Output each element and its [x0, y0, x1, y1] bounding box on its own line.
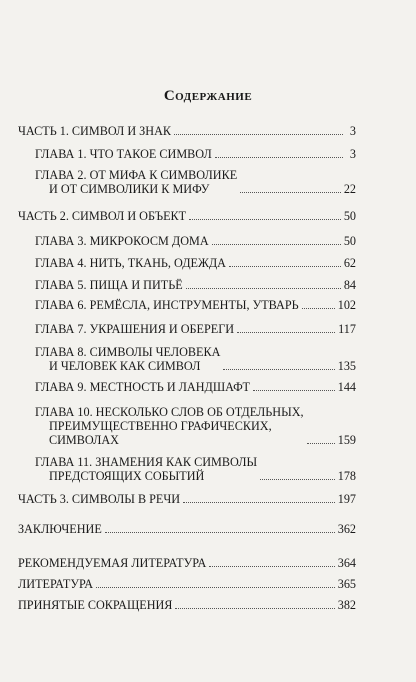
- toc-entry-title: И ОТ СИМВОЛИКИ К МИФУ: [49, 182, 210, 196]
- toc-entry-title: ГЛАВА 5. ПИЩА И ПИТЬЁ: [35, 278, 183, 292]
- dot-leader: [212, 244, 341, 245]
- dot-leader: [229, 266, 341, 267]
- toc-entry-title: ГЛАВА 3. МИКРОКОСМ ДОМА: [35, 234, 209, 248]
- toc-page-number: 159: [337, 433, 356, 447]
- toc-entry: [35, 345, 356, 373]
- dot-leader: [189, 219, 341, 220]
- toc-page-number: 365: [337, 577, 356, 591]
- toc-entry-title: ГЛАВА 2. ОТ МИФА К СИМВОЛИКЕ: [35, 168, 238, 182]
- toc-entry-title: ЧАСТЬ 1. СИМВОЛ И ЗНАК: [18, 124, 172, 138]
- toc-entry: [35, 298, 356, 312]
- toc-entry-title: И ЧЕЛОВЕК КАК СИМВОЛ: [49, 359, 201, 373]
- dot-leader: [215, 157, 343, 158]
- dot-leader: [237, 332, 335, 333]
- toc-entry-title: ГЛАВА 4. НИТЬ, ТКАНЬ, ОДЕЖДА: [35, 256, 226, 270]
- dot-leader: [307, 443, 335, 444]
- toc-page-number: 3: [349, 147, 356, 161]
- toc-page-number: 382: [337, 598, 356, 612]
- dot-leader: [186, 288, 341, 289]
- toc-entry: [35, 168, 356, 196]
- toc-page-number: 135: [337, 359, 356, 373]
- dot-leader: [175, 608, 334, 609]
- toc-page-number: 197: [337, 492, 356, 506]
- toc-entry: [35, 278, 356, 292]
- dot-leader: [174, 134, 343, 135]
- toc-entry-title: ЧАСТЬ 3. СИМВОЛЫ В РЕЧИ: [18, 492, 181, 506]
- toc-entry-title: ПРЕДСТОЯЩИХ СОБЫТИЙ: [49, 469, 205, 483]
- toc-entry-title: ГЛАВА 9. МЕСТНОСТЬ И ЛАНДШАФТ: [35, 380, 250, 394]
- toc-entry-title: ГЛАВА 1. ЧТО ТАКОЕ СИМВОЛ: [35, 147, 212, 161]
- toc-page-number: 102: [337, 298, 356, 312]
- toc-entry: [35, 380, 356, 394]
- toc-entry: [18, 577, 356, 591]
- toc-entry: [18, 598, 356, 612]
- toc-entry-title: ЛИТЕРАТУРА: [18, 577, 93, 591]
- toc-entry: [35, 234, 356, 248]
- dot-leader: [240, 192, 341, 193]
- toc-entry-title: ГЛАВА 10. НЕСКОЛЬКО СЛОВ ОБ ОТДЕЛЬНЫХ,: [35, 405, 304, 419]
- toc-page-number: 50: [343, 209, 356, 223]
- dot-leader: [260, 479, 335, 480]
- dot-leader: [302, 308, 335, 309]
- toc-entry-title: ГЛАВА 6. РЕМЁСЛА, ИНСТРУМЕНТЫ, УТВАРЬ: [35, 298, 299, 312]
- toc-entry: [35, 147, 356, 161]
- toc-entry-title: СИМВОЛАХ: [49, 433, 119, 447]
- toc-page-number: 117: [338, 322, 356, 336]
- toc-entry: [18, 209, 356, 223]
- toc-entry-title: ГЛАВА 8. СИМВОЛЫ ЧЕЛОВЕКА: [35, 345, 221, 359]
- toc-entry-title: ПРЕИМУЩЕСТВЕННО ГРАФИЧЕСКИХ,: [49, 419, 272, 433]
- toc-entry-title: ЗАКЛЮЧЕНИЕ: [18, 522, 102, 536]
- toc-entry: [35, 256, 356, 270]
- dot-leader: [183, 502, 335, 503]
- toc-entry: [35, 455, 356, 483]
- toc-entry-title: ЧАСТЬ 2. СИМВОЛ И ОБЪЕКТ: [18, 209, 187, 223]
- dot-leader: [253, 390, 335, 391]
- toc-entry-title: ГЛАВА 7. УКРАШЕНИЯ И ОБЕРЕГИ: [35, 322, 235, 336]
- toc-page-number: 3: [349, 124, 356, 138]
- dot-leader: [96, 587, 335, 588]
- toc-entry: [18, 522, 356, 536]
- toc-entry: [18, 492, 356, 506]
- dot-leader: [105, 532, 335, 533]
- toc-page-number: 178: [337, 469, 356, 483]
- toc-page-number: 144: [337, 380, 356, 394]
- toc-page-number: 22: [343, 182, 356, 196]
- toc-page-number: 62: [343, 256, 356, 270]
- dot-leader: [223, 369, 334, 370]
- toc-entry: [35, 322, 356, 336]
- toc-page-number: 50: [343, 234, 356, 248]
- toc-entry-title: ПРИНЯТЫЕ СОКРАЩЕНИЯ: [18, 598, 173, 612]
- page-title: Содержание: [163, 88, 253, 104]
- dot-leader: [209, 566, 334, 567]
- toc-entry-title: ГЛАВА 11. ЗНАМЕНИЯ КАК СИМВОЛЫ: [35, 455, 258, 469]
- toc-entry: [18, 124, 356, 138]
- toc-entry-title: РЕКОМЕНДУЕМАЯ ЛИТЕРАТУРА: [18, 556, 207, 570]
- toc-page-number: 362: [337, 522, 356, 536]
- toc-entry: [35, 405, 356, 447]
- toc-entry: [18, 556, 356, 570]
- toc-page-number: 364: [337, 556, 356, 570]
- toc-page-number: 84: [343, 278, 356, 292]
